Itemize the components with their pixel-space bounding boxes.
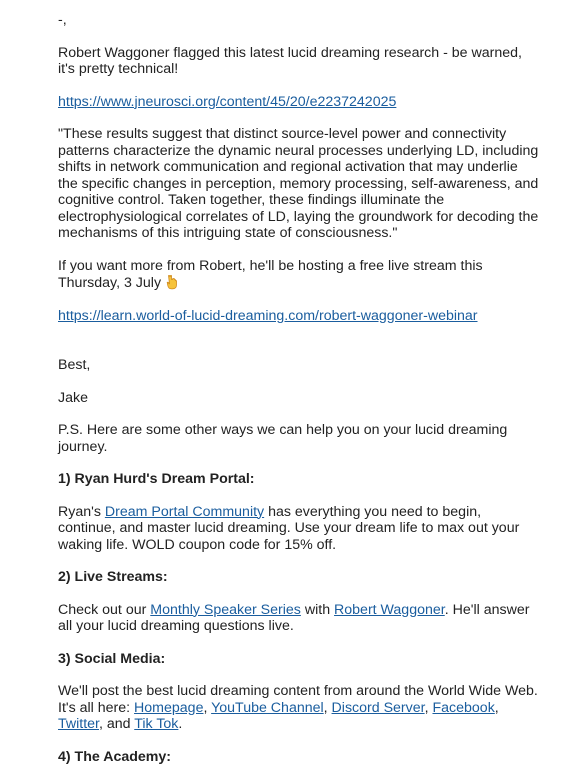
social-media-paragraph: We'll post the best lucid dreaming content from around the World Wide Web. It's all here: Homepage, YouTube Channel, Discord Server, Facebook, Twitter, and Tik Tok. (58, 683, 538, 732)
robert-waggoner-link[interactable]: Robert Waggoner (334, 601, 445, 618)
webinar-link[interactable]: https://learn.world-of-lucid-dreaming.com/robert-waggoner-webinar (58, 307, 478, 324)
dream-portal-heading: 1) Ryan Hurd's Dream Portal: (58, 471, 255, 487)
monthly-speaker-series-link[interactable]: Monthly Speaker Series (150, 601, 301, 618)
pointing-down-hand-icon (163, 274, 179, 290)
signature: Jake (58, 389, 88, 406)
facebook-link[interactable]: Facebook (432, 699, 495, 716)
youtube-channel-link[interactable]: YouTube Channel (211, 699, 324, 716)
livestream-paragraph (58, 258, 540, 292)
webinar-link-paragraph (58, 308, 540, 325)
live-streams-paragraph: Check out our Monthly Speaker Series with Robert Waggoner. He'll answer all your lucid dreaming questions live. (58, 601, 530, 634)
live-streams-heading: 2) Live Streams: (58, 569, 168, 585)
research-link-paragraph (58, 94, 540, 111)
dream-portal-paragraph: Ryan's Dream Portal Community has everything you need to begin, continue, and master lucid dreaming. Use your dream life to max out your waking life. WOLD coupon code for 15% off. (58, 503, 520, 553)
ps-paragraph: P.S. Here are some other ways we can help you on your lucid dreaming journey. (58, 422, 508, 455)
homepage-link[interactable]: Homepage (134, 699, 204, 716)
academy-heading: 4) The Academy: (58, 748, 172, 765)
twitter-link[interactable]: Twitter (58, 716, 99, 732)
lead-fragment: -, (58, 12, 67, 28)
tiktok-link[interactable]: Tik Tok (134, 716, 179, 732)
signoff: Best, (58, 357, 91, 373)
livestream-text: If you want more from Robert, he'll be hosting a free live stream this Thursday, 3 July (58, 257, 483, 291)
research-quote: "These results suggest that distinct source-level power and connectivity patterns characterize the dynamic neural processes underlying LD, including shifts in network communication and regional activation that may underlie the specific changes in perception, memory processing, self-awareness, and cognitive control. Taken together, these findings illuminate the electrophysiological correlates of LD, laying the groundwork for decoding the mechanisms of this intriguing state of consciousness." (58, 126, 539, 241)
research-link[interactable]: https://www.jneurosci.org/content/45/20/e2237242025 (58, 93, 397, 110)
intro-paragraph: Robert Waggoner flagged this latest lucid dreaming research - be warned, it's pretty technical! (58, 44, 522, 77)
dream-portal-community-link[interactable]: Dream Portal Community (104, 503, 265, 520)
discord-server-link[interactable]: Discord Server (331, 699, 425, 716)
social-media-heading: 3) Social Media: (58, 650, 166, 667)
